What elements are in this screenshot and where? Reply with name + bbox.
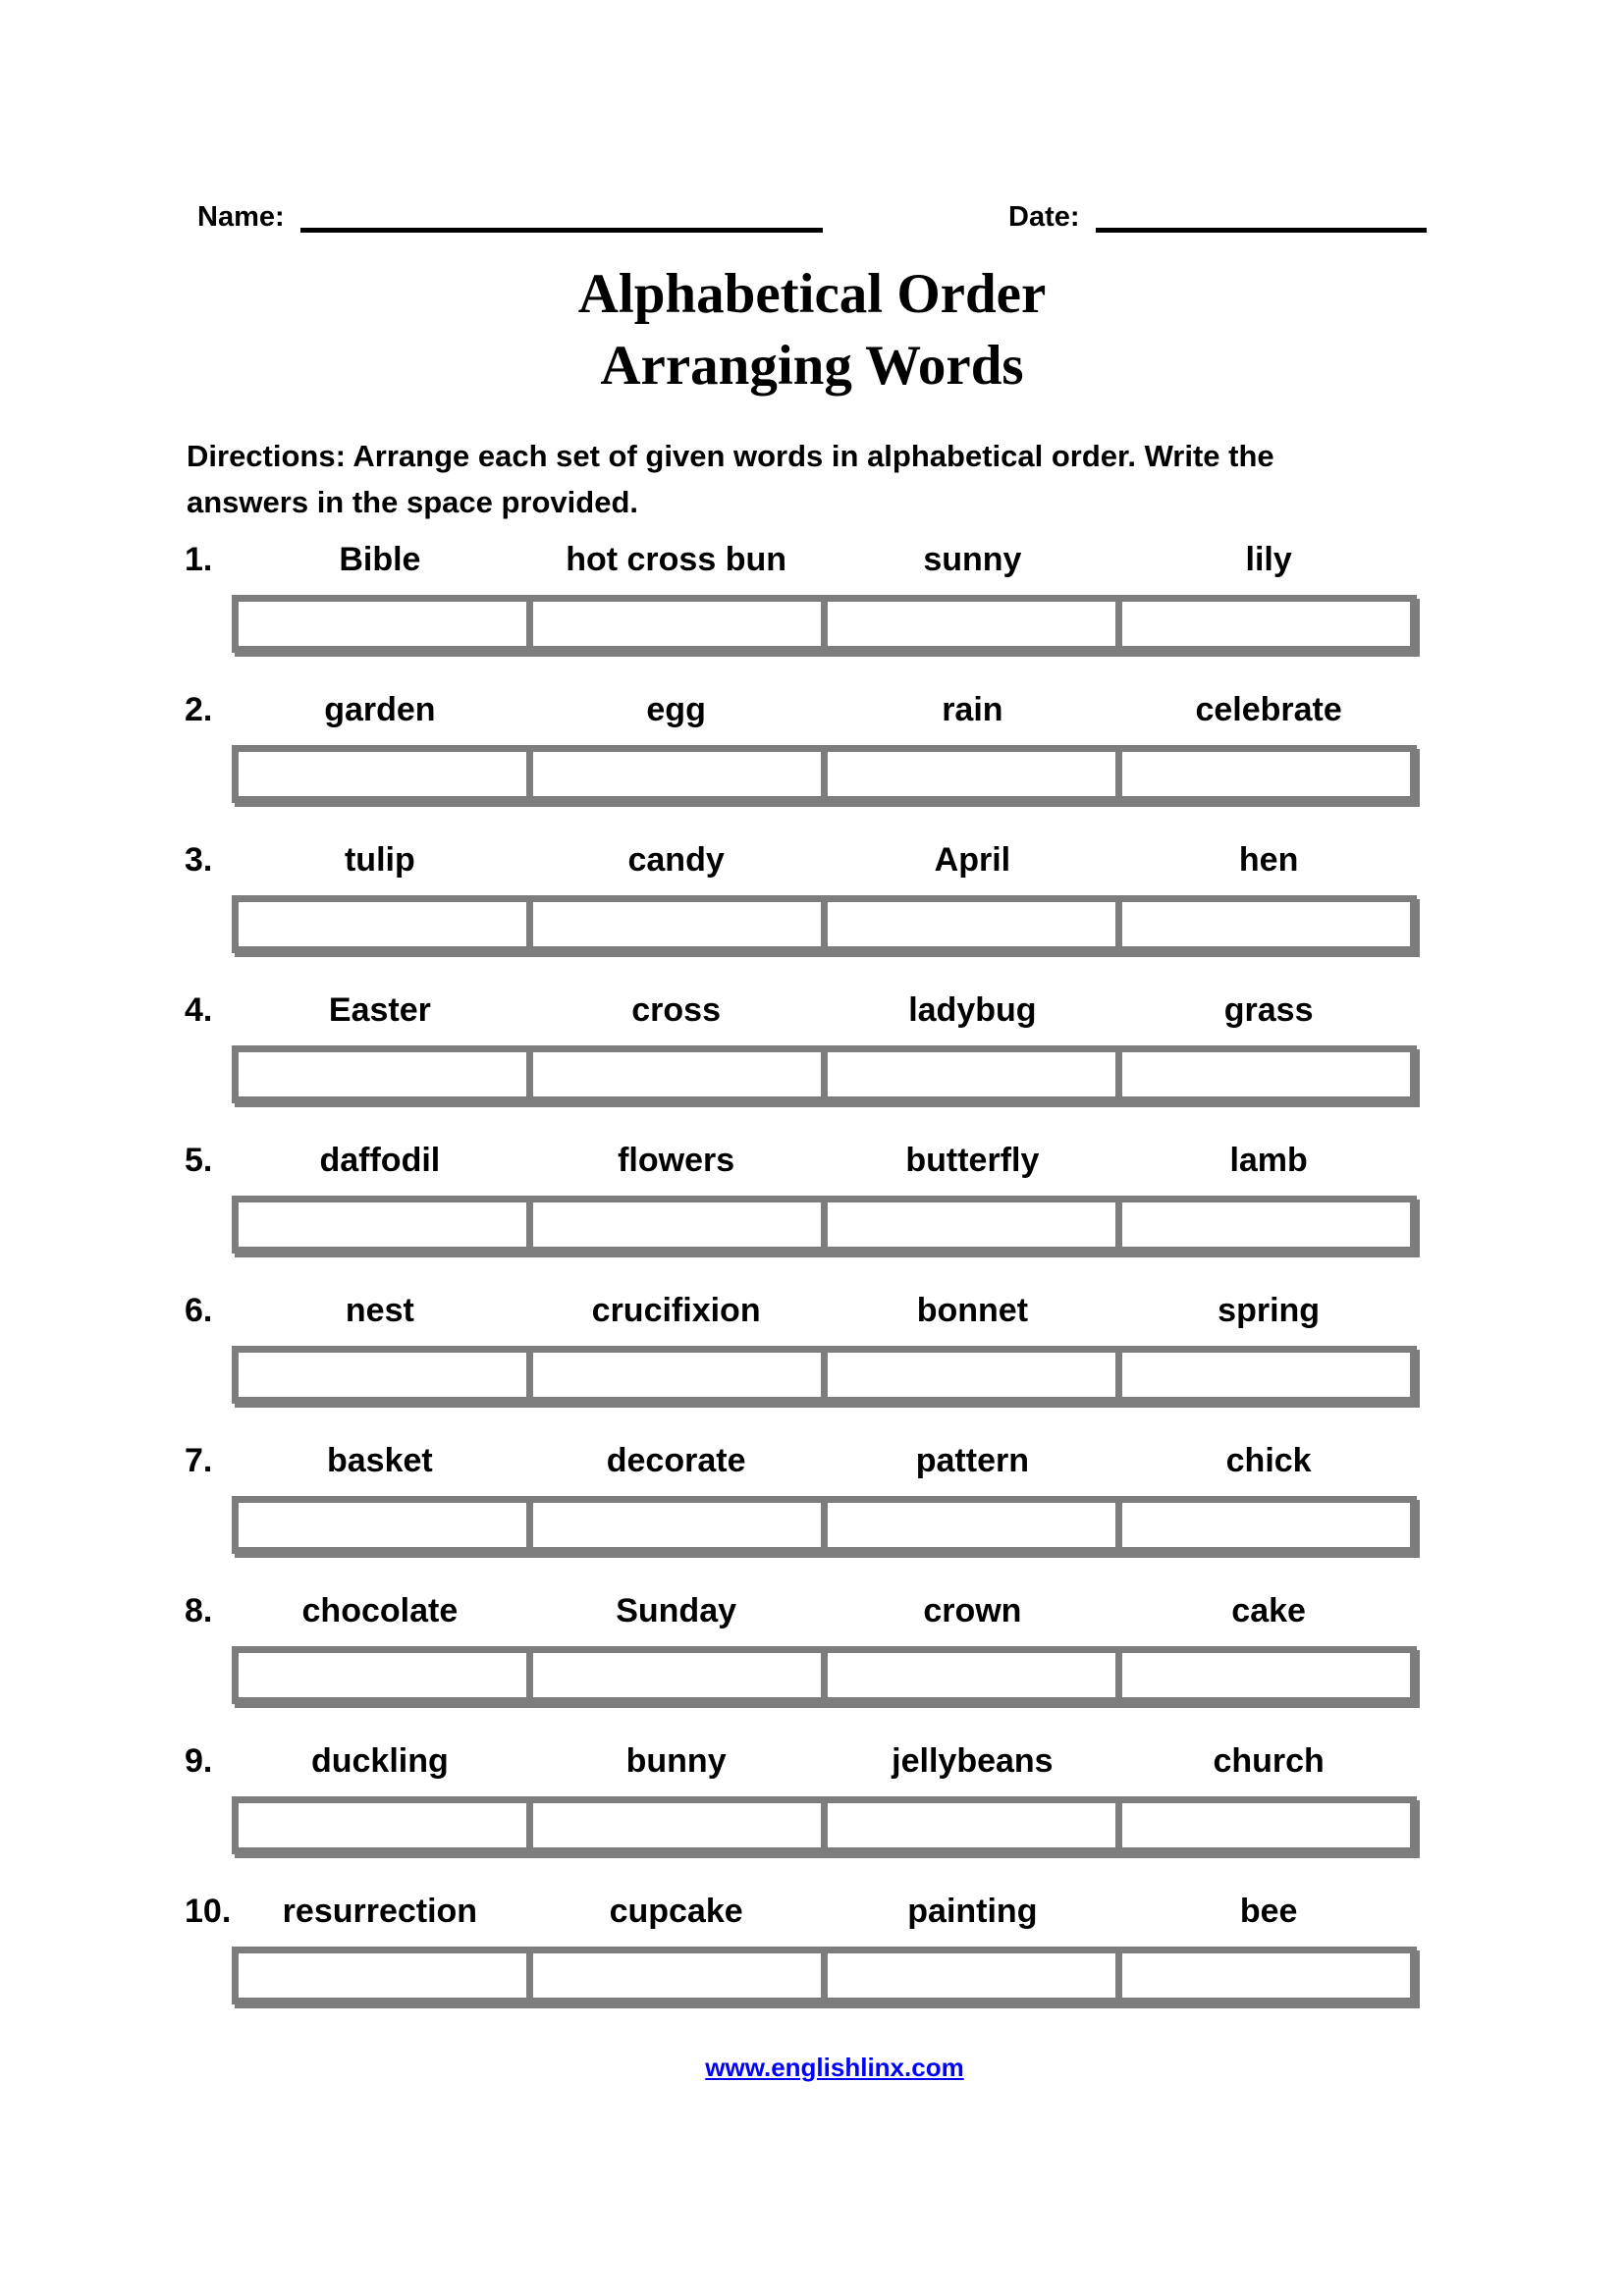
given-word: duckling [310, 1742, 449, 1780]
problem-number: 3. [185, 841, 213, 879]
answer-cell[interactable] [1122, 752, 1410, 796]
given-word: rain [942, 691, 1003, 728]
problem-number: 2. [185, 691, 213, 728]
given-word: bunny [625, 1742, 727, 1780]
answer-cell[interactable] [1122, 1953, 1410, 1998]
given-word: garden [324, 691, 436, 728]
answer-cell[interactable] [828, 1803, 1122, 1847]
problem-row [0, 1740, 1624, 1891]
given-word: daffodil [319, 1142, 441, 1179]
date-label: Date: [1008, 201, 1080, 233]
given-word: April [934, 841, 1011, 879]
answer-cell[interactable] [533, 1653, 828, 1697]
answer-cell[interactable] [533, 1052, 828, 1096]
answer-cell[interactable] [1122, 902, 1410, 946]
answer-cell[interactable] [828, 1052, 1122, 1096]
answer-box [232, 745, 1417, 803]
given-word: Easter [328, 991, 431, 1029]
problem-number: 5. [185, 1142, 213, 1179]
answer-cell[interactable] [239, 1653, 533, 1697]
header-row [0, 199, 1624, 239]
answer-box [232, 1947, 1417, 2004]
page-title [0, 258, 1624, 401]
name-input-line[interactable] [300, 199, 823, 233]
given-word: painting [907, 1893, 1038, 1930]
answer-cell[interactable] [828, 602, 1122, 646]
problems-list [0, 539, 1624, 2041]
problem-number: 4. [185, 991, 213, 1029]
answer-box [232, 1045, 1417, 1103]
given-word: nest [345, 1292, 414, 1329]
answer-cell[interactable] [828, 1202, 1122, 1247]
answer-cell[interactable] [533, 902, 828, 946]
given-word: bee [1239, 1893, 1298, 1930]
answer-cell[interactable] [828, 1953, 1122, 1998]
given-word: church [1213, 1742, 1325, 1780]
answer-cell[interactable] [239, 752, 533, 796]
given-word: jellybeans [892, 1742, 1054, 1780]
word-row [232, 989, 1417, 1029]
given-word: decorate [606, 1442, 746, 1479]
given-word: sunny [923, 541, 1022, 578]
directions-line-2: answers in the space provided. [187, 485, 638, 519]
answer-box [232, 595, 1417, 653]
answer-cell[interactable] [1122, 1353, 1410, 1397]
answer-cell[interactable] [828, 1503, 1122, 1547]
answer-cell[interactable] [239, 1803, 533, 1847]
answer-cell[interactable] [533, 1202, 828, 1247]
word-row [232, 1140, 1417, 1179]
answer-cell[interactable] [828, 1653, 1122, 1697]
word-row [232, 689, 1417, 728]
given-word: bonnet [916, 1292, 1029, 1329]
given-word: hot cross bun [566, 541, 787, 578]
answer-box [232, 1646, 1417, 1704]
answer-cell[interactable] [1122, 1653, 1410, 1697]
answer-cell[interactable] [239, 1052, 533, 1096]
problem-number: 7. [185, 1442, 213, 1479]
given-word: lamb [1229, 1142, 1308, 1179]
answer-cell[interactable] [533, 1353, 828, 1397]
answer-box [232, 1496, 1417, 1554]
given-word: basket [327, 1442, 433, 1479]
given-word: Bible [339, 541, 421, 578]
problem-number: 1. [185, 541, 213, 578]
problem-row [0, 1891, 1624, 2041]
date-input-line[interactable] [1096, 199, 1427, 233]
answer-cell[interactable] [533, 752, 828, 796]
given-word: grass [1223, 991, 1314, 1029]
problem-number: 9. [185, 1742, 213, 1780]
problem-row [0, 989, 1624, 1140]
given-word: crucifixion [591, 1292, 761, 1329]
given-word: candy [627, 841, 725, 879]
word-row [232, 539, 1417, 578]
word-row [232, 1740, 1417, 1780]
given-word: butterfly [905, 1142, 1040, 1179]
given-word: egg [646, 691, 706, 728]
answer-cell[interactable] [533, 602, 828, 646]
given-word: pattern [915, 1442, 1029, 1479]
answer-cell[interactable] [239, 1202, 533, 1247]
footer-inner [705, 2053, 963, 2083]
answer-cell[interactable] [239, 902, 533, 946]
answer-cell[interactable] [828, 1353, 1122, 1397]
given-word: spring [1218, 1292, 1321, 1329]
problem-number: 10. [185, 1893, 232, 1930]
answer-box [232, 1346, 1417, 1404]
answer-cell[interactable] [533, 1503, 828, 1547]
name-label: Name: [197, 201, 285, 233]
given-word: lily [1245, 541, 1292, 578]
website-link[interactable]: www.englishlinx.com [705, 2053, 964, 2082]
problem-row [0, 1140, 1624, 1290]
word-row [232, 1440, 1417, 1479]
given-word: hen [1238, 841, 1299, 879]
word-row [232, 1891, 1417, 1930]
problem-row [0, 689, 1624, 839]
given-word: resurrection [282, 1893, 478, 1930]
given-word: ladybug [908, 991, 1037, 1029]
answer-cell[interactable] [239, 1953, 533, 1998]
given-word: flowers [618, 1142, 735, 1179]
word-row [232, 1290, 1417, 1329]
given-word: crown [923, 1592, 1022, 1629]
title-line-1: Alphabetical Order [577, 263, 1047, 325]
answer-box [232, 1196, 1417, 1254]
given-word: cupcake [609, 1893, 743, 1930]
answer-cell[interactable] [1122, 1202, 1410, 1247]
given-word: celebrate [1195, 691, 1342, 728]
answer-cell[interactable] [533, 1803, 828, 1847]
problem-row [0, 1290, 1624, 1440]
word-row [232, 1590, 1417, 1629]
answer-cell[interactable] [828, 752, 1122, 796]
directions [187, 433, 1424, 525]
footer [0, 2053, 1624, 2083]
answer-cell[interactable] [239, 1353, 533, 1397]
given-word: chick [1225, 1442, 1312, 1479]
given-word: cake [1231, 1592, 1306, 1629]
title-line-2: Arranging Words [600, 335, 1024, 397]
answer-cell[interactable] [1122, 602, 1410, 646]
answer-cell[interactable] [1122, 1503, 1410, 1547]
directions-line-1: Directions: Arrange each set of given words in alphabetical order. Write the [187, 439, 1274, 473]
problem-row [0, 839, 1624, 989]
given-word: chocolate [301, 1592, 459, 1629]
name-field [197, 199, 823, 235]
problem-number: 8. [185, 1592, 213, 1629]
date-field [1008, 199, 1427, 235]
given-word: tulip [344, 841, 415, 879]
problem-row [0, 539, 1624, 689]
answer-box [232, 895, 1417, 953]
given-word: cross [631, 991, 721, 1029]
problem-row [0, 1440, 1624, 1590]
answer-cell[interactable] [239, 1503, 533, 1547]
answer-cell[interactable] [239, 602, 533, 646]
problem-number: 6. [185, 1292, 213, 1329]
answer-box [232, 1796, 1417, 1854]
answer-cell[interactable] [533, 1953, 828, 1998]
given-word: Sunday [616, 1592, 737, 1629]
answer-cell[interactable] [1122, 1052, 1410, 1096]
problem-row [0, 1590, 1624, 1740]
word-row [232, 839, 1417, 879]
answer-cell[interactable] [1122, 1803, 1410, 1847]
answer-cell[interactable] [828, 902, 1122, 946]
